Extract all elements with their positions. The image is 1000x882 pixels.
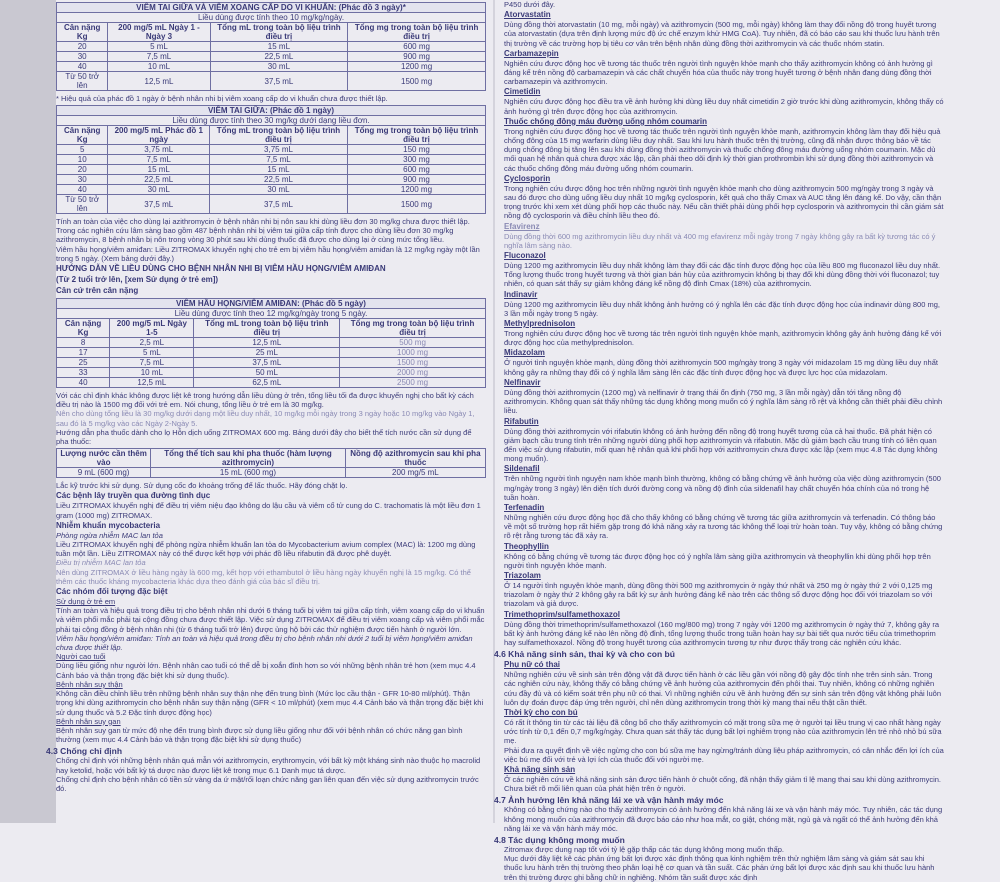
cell: 1500 mg	[347, 195, 485, 214]
subheading: Thời kỳ cho con bú	[504, 707, 578, 717]
drug-name: Fluconazol	[504, 251, 546, 261]
cell: 1200 mg	[348, 62, 486, 72]
table-subtitle: Liều dùng được tính theo 12 mg/kg/ngày trong 5 ngày.	[57, 309, 486, 319]
table-subtitle: Liều dùng được tính theo 10 mg/kg/ngày.	[57, 13, 486, 23]
paper-edge	[0, 0, 56, 823]
drug-name: Theophyllin	[504, 541, 549, 551]
drug-text: Dùng 1200 mg azithromycin liều duy nhất không ảnh hưởng có ý nghĩa lên các đặc tính được động học của indinavir dùng 800 mg, 3 lần mỗi ngày trong 5 ngày.	[504, 299, 940, 318]
drug-text: Dùng đồng thời azithromycin với rifabutin không có ảnh hưởng đến nồng độ trong huyết tương của cả hai thuốc. Đã phát hiện có giảm bạch cầu trung tính trên những người dùng phối hợp azithromycin và rifabutin. Mặc dù giảm bạch cầu trung tính có liên quan đến việc sử dụng rifabutin, mối quan hệ nhân quả khi phối hợp với azithromycin chưa được xác lập (xem mục 4.8 Tác dụng không mong muốn).	[504, 426, 938, 464]
cell: 50 mL	[194, 368, 340, 378]
col-header: Tổng thể tích sau khi pha thuốc (hàm lượng azithromycin)	[151, 449, 346, 468]
paragraph: Mục dưới đây liệt kê các phản ứng bất lợi được xác định thông qua kinh nghiệm trên thử nghiệm lâm sàng và giám sát sau khi thuốc lưu hành trên thị trường theo phân loại hệ cơ quan và tần suất. Các phản ứng bất lợi được xác định sau khi thuốc lưu hành trên thị trường được ghi bằng chữ in nghiêng. Nhóm tần suất được xác định	[504, 854, 935, 882]
section-number-heading: 4.6 Khả năng sinh sản, thai kỳ và cho con bú	[494, 649, 675, 660]
drug-name: Methylprednisolon	[504, 319, 576, 329]
cell: 20	[57, 42, 108, 52]
drug-text: Không có bằng chứng về tương tác được động học có ý nghĩa lâm sàng giữa azithromycin và theophyllin khi dùng phối hợp trên người tình nguyện khỏe mạnh.	[504, 551, 931, 570]
drug-text: Dùng đồng thời atorvastatin (10 mg, mỗi ngày) và azithromycin (500 mg, mỗi ngày) không làm thay đổi nồng độ trong huyết tương của atorvastatin (dựa trên định lượng mức độ ức chế enzym khử HMG CoA). Tuy nhiên, đã có báo cáo sau khi thuốc lưu hành trên thị trường về các trường hợp bị tiêu cơ vân trên bệnh nhân dùng đồng thời azithromycin và các thuốc nhóm statin.	[504, 20, 940, 48]
table-row	[57, 52, 486, 62]
pharyngitis-5day-table	[56, 298, 486, 388]
otitis-sinusitis-3day-table	[56, 2, 486, 91]
paragraph: Zitromax được dung nạp tốt với tỷ lệ gặp thấp các tác dụng không mong muốn thấp.	[504, 845, 785, 854]
cell: 37,5 mL	[108, 195, 210, 214]
paragraph: Không có bằng chứng nào cho thấy azithromycin có ảnh hưởng đến khả năng lái xe và vận hành máy móc. Tuy nhiên, các tác dụng không mong muốn của azithromycin đã được báo cáo như hoa mắt, co giật, chóng mặt, ngủ gà và ngất có thể ảnh hưởng đến khả năng lái xe và vận hành máy móc.	[504, 805, 943, 833]
cell: 7,5 mL	[108, 155, 210, 165]
table-row	[57, 348, 486, 358]
subheading: Điều trị nhiễm MAC lan tỏa	[56, 558, 146, 568]
cell: 30 mL	[210, 62, 348, 72]
paragraph: Những nghiên cứu về sinh sản trên động vật đã được tiến hành ở các liều gần với nồng độ gây độc tính nhẹ trên sinh sản. Trong các nghiên cứu này, không thấy có bằng chứng về ảnh hưởng của azithromycin đến phôi thai. Tuy nhiên, không có những nghiên cứu đầy đủ và có kiểm soát trên phụ nữ có thai. Vì những nghiên cứu về ảnh hưởng đến sự sinh sản trên động vật không phải luôn luôn dự đoán được đáp ứng trên người, chỉ nên dùng azithromycin trong thời kỳ mang thai nếu thật cần thiết.	[504, 670, 941, 707]
table-row	[57, 368, 486, 378]
paragraph: Lắc kỹ trước khi sử dụng. Sử dụng cốc đo khoảng trống để lấc thuốc. Hãy đóng chặt lọ.	[56, 481, 348, 491]
cell: 22,5 mL	[210, 52, 348, 62]
col-header: Lượng nước cần thêm vào	[57, 449, 151, 468]
subheading: Phụ nữ có thai	[504, 660, 561, 670]
cell: Từ 50 trở lên	[57, 195, 108, 214]
table-row	[57, 42, 486, 52]
cell: 20	[57, 165, 108, 175]
col-header: Tổng mg trong toàn bộ liệu trình điều trị	[340, 319, 486, 338]
cell: 900 mg	[347, 175, 485, 185]
subheading: Bệnh nhân suy gan	[56, 716, 121, 726]
drug-name: Rifabutin	[504, 416, 539, 426]
table-row	[57, 165, 486, 175]
table-title: VIÊM TAI GIỮA VÀ VIÊM XOANG CẤP DO VI KHUẨN: (Phác đồ 3 ngày)*	[57, 3, 486, 13]
cell: 12,5 mL	[194, 338, 340, 348]
table-row	[57, 145, 486, 155]
col-header: Nồng độ azithromycin sau khi pha thuốc	[345, 449, 485, 468]
paragraph: Liều ZITROMAX khuyến nghị để điều trị viêm niệu đạo không do lậu cầu và viêm cổ tử cung do C. trachomatis là một liều đơn 1 gram (1000 mg) ZITROMAX.	[56, 501, 481, 520]
drug-name: Terfenadin	[504, 502, 545, 512]
paragraph: Chống chỉ định với những bệnh nhân quá mẫn với azithromycin, erythromycin, với bất kỳ một kháng sinh nào thuộc họ macrolid hay ketolid, hoặc với bất kỳ tá dược nào được liệt kê trong mục 6.1 Danh mục tá dược.	[56, 756, 481, 775]
drug-text: Trên những người tình nguyện nam khỏe mạnh bình thường, không có bằng chứng về ảnh hưởng của việc dùng azithromycin (500 mg/ngày trong 3 ngày) lên diện tích dưới đường cong và nồng độ đỉnh của sildenafil hay chất chuyển hóa chính của nó trong hệ tuần hoàn.	[504, 474, 941, 502]
cell: 900 mg	[348, 52, 486, 62]
cell: 2500 mg	[340, 378, 486, 388]
paragraph: Có rất ít thông tin từ các tài liệu đã công bố cho thấy azithromycin có mặt trong sữa mẹ ở người tại liều trung vị cao nhất hàng ngày ước tính từ 0,1 đến 0,7 mg/kg/ngày. Chưa quan sát thấy tác dụng bất lợi nghiêm trọng nào của azithromycin lên trẻ nhỏ nhỏ bú sữa mẹ.	[504, 717, 942, 746]
col-header: 200 mg/5 mL Ngày 1-5	[110, 319, 194, 338]
col-header: Cân nặng Kg	[57, 319, 110, 338]
cell: 30 mL	[108, 185, 210, 195]
col-header: Tổng mL trong toàn bộ liệu trình điều trị	[210, 126, 348, 145]
drug-text: Trong nghiên cứu được động học về tương tác thuốc trên người tình nguyện khỏe mạnh, azithromycin không làm thay đổi hiệu quả chống đông của 15 mg warfarin dùng liều duy nhất. Sau khi lưu hành thuốc trên thị trường, cũng đã nhận được thông báo về tác dụng chống đông bị tăng lên sau khi dùng đồng thời azithromycin và thuốc chống đông máu đường uống nhóm coumarin. Mặc dù mối quan hệ nhân quả chưa được xác lập, cần phải theo dõi định kỳ thời gian prothrombin khi sử dụng đồng thời azithromycin và các thuốc chống đông máu đường uống nhóm coumarin.	[504, 126, 941, 173]
drug-name: Cyclosporin	[504, 173, 551, 183]
paragraph: Bệnh nhân suy gan từ mức độ nhẹ đến trung bình được sử dụng liều giống như đối với bệnh nhân có chức năng gan bình thường (xem mục 4.4 Cảnh báo và thận trọng đặc biệt khi sử dụng thuốc)	[56, 725, 463, 745]
col-header: Cân nặng Kg	[57, 23, 108, 42]
subheading: Sử dụng ở trẻ em	[56, 597, 116, 607]
cell: 600 mg	[347, 165, 485, 175]
paragraph: Viêm hầu họng/viêm amiđan: Tính an toàn và hiệu quả trong điều trị cho bệnh nhân nhi dưới 2 tuổi bị viêm họng/viêm amiđan chưa được thiết lập.	[56, 633, 473, 653]
col-header: Tổng mg trong toàn bộ liệu trình điều trị	[347, 126, 485, 145]
cell: 10	[57, 155, 108, 165]
section-number-heading: 4.8 Tác dụng không mong muốn	[494, 835, 625, 845]
section-subheading: (Từ 2 tuổi trở lên, [xem Sử dụng ở trẻ em])	[56, 275, 219, 285]
drug-text: Trong nghiên cứu được động học trên những người tình nguyện khỏe mạnh cho dùng azithromycin 500 mg/ngày trong 3 ngày và sau đó được cho dùng uống liều duy nhất 10 mg/kg cyclosporin, kết quả cho thấy Cmax và AUC tăng lên đáng kể. Do vậy, cần thận trọng trước khi xem xét dùng phối hợp các thuốc này. Nếu cần thiết phải dùng phối hợp cyclosporin và azithromycin thì cần giám sát nồng độ cyclosporin và điều chỉnh liều theo đó.	[504, 183, 944, 221]
paragraph: Với các chỉ định khác không được liệt kê trong hướng dẫn liều dùng ở trên, tổng liều tối đa được khuyến nghị cho bất kỳ cách điều trị nào là 1500 mg đối với trẻ em. Nói chung, tổng liều ở trẻ em là 30 mg/kg.	[56, 391, 474, 410]
drug-text: Dùng đồng thời 600 mg azithromycin liều duy nhất và 400 mg efavirenz mỗi ngày trong 7 ngày không gây ra bất kỳ tương tác có ý nghĩa lâm sàng nào.	[504, 231, 936, 250]
cell: 22,5 mL	[210, 175, 348, 185]
paragraph: Tính an toàn của việc cho dùng lại azithromycin ở bệnh nhân nhi bị nôn sau khi dùng liều đơn 30 mg/kg chưa được thiết lập. Trong các nghiên cứu lâm sàng bao gồm 487 bệnh nhân nhi bị viêm tai giữa cấp tính được cho dùng liều đơn 30 mg/kg azithromycin, 8 bệnh nhân bị nôn trong vòng 30 phút sau khi dùng thuốc đã được cho dùng lại ở cùng mức tổng liều.	[56, 217, 470, 245]
drug-name: Trimethoprim/sulfamethoxazol	[504, 609, 621, 619]
drug-name: Carbamazepin	[504, 48, 559, 58]
col-header: 200 mg/5 mL Phác đồ 1 ngày	[108, 126, 210, 145]
reconstitution-table	[56, 448, 486, 478]
drug-name: Atorvastatin	[504, 10, 551, 20]
cell: 37,5 mL	[210, 195, 348, 214]
cell: 600 mg	[348, 42, 486, 52]
cell: 3,75 mL	[108, 145, 210, 155]
section-heading: Nhiễm khuẩn mycobacteria	[56, 520, 161, 530]
cell: 5 mL	[108, 42, 210, 52]
cell: 1500 mg	[340, 358, 486, 368]
cell: 22,5 mL	[108, 175, 210, 185]
cell: 9 mL (600 mg)	[57, 468, 151, 478]
section-number-heading: 4.7 Ảnh hưởng lên khả năng lái xe và vận hành máy móc	[494, 795, 724, 806]
drug-text: Dùng 1200 mg azithromycin liều duy nhất không làm thay đổi các đặc tính được động học của liều 800 mg fluconazol liều duy nhất. Tổng lượng thuốc trong huyết tương và thời gian bán hủy của azithromycin không bị thay đổi khi dùng đồng thời với fluconazol; tuy nhiên, có quan sát thấy sự giảm không đáng kể nồng độ đỉnh Cmax (18%) của azithromycin.	[504, 261, 941, 289]
subheading: Phòng ngừa nhiễm MAC lan tỏa	[56, 530, 163, 540]
col-header: Cân nặng Kg	[57, 126, 108, 145]
col-header: 200 mg/5 mL Ngày 1 - Ngày 3	[108, 23, 210, 42]
paragraph: Liều ZITROMAX khuyến nghị để phòng ngừa nhiễm khuẩn lan tỏa do Mycobacterium avium complex (MAC) là: 1200 mg dùng tuần một lần. Liều ZITROMAX này có thể được kết hợp với phác đồ liều rifabutin đã được phê duyệt.	[56, 540, 476, 559]
drug-text: Ở 14 người tình nguyện khỏe mạnh, dùng đồng thời 500 mg azithromycin ở ngày thứ nhất và 250 mg ở ngày thứ 2 với 0,125 mg triazolam ở ngày thứ 2 không gây ra bất kỳ sự ảnh hưởng đáng kể nào trên các thông số được động học đối với triazolam so với triazolam và giả dược.	[504, 580, 933, 609]
cell: 37,5 mL	[210, 72, 348, 91]
drug-name: Midazolam	[504, 348, 545, 358]
section-heading: Các nhóm đối tượng đặc biệt	[56, 587, 168, 597]
table-row	[57, 378, 486, 388]
drug-name: Efavirenz	[504, 221, 540, 231]
table-row	[57, 72, 486, 91]
cell: 300 mg	[347, 155, 485, 165]
section-number-heading: 4.3 Chống chỉ định	[46, 746, 123, 757]
cell: 3,75 mL	[210, 145, 348, 155]
cell: Từ 50 trở lên	[57, 72, 108, 91]
cell: 1500 mg	[348, 72, 486, 91]
table-row	[57, 468, 486, 478]
cell: 7,5 mL	[108, 52, 210, 62]
cell: 10 mL	[110, 368, 194, 378]
otitis-1day-table	[56, 105, 486, 214]
drug-text: Trong nghiên cứu được động học về tương tác trên người tình nguyện khỏe mạnh, azithromycin không gây ảnh hưởng đáng kể với được động học của methylprednisolon.	[504, 329, 942, 348]
drug-text: Dùng đồng thời trimethoprim/sulfamethoxazol (160 mg/800 mg) trong 7 ngày với 1200 mg azithromycin ở ngày thứ 7, không gây ra bất kỳ ảnh hưởng đáng kể nào lên nồng độ đỉnh, tổng lượng thuốc trong tuần hoàn hay sự bài tiết qua nước tiểu của trimethoprim hay sulfamethoxazol. Nồng độ trong huyết tương của azithromycin tương tự như được thấy trong các nghiên cứu khác.	[504, 619, 939, 647]
col-header: Tổng mL trong toàn bộ liệu trình điều trị	[194, 319, 340, 338]
table-row	[57, 185, 486, 195]
table-row	[57, 62, 486, 72]
cell: 5 mL	[110, 348, 194, 358]
cell: 30	[57, 52, 108, 62]
drug-name: Triazolam	[504, 570, 541, 580]
cell: 40	[57, 62, 108, 72]
table-row	[57, 195, 486, 214]
section-heading: Các bệnh lây truyền qua đường tình dục	[56, 491, 211, 501]
cell: 62,5 mL	[194, 378, 340, 388]
subheading: Bệnh nhân suy thận	[56, 679, 123, 689]
cell: 200 mg/5 mL	[345, 468, 485, 478]
cell: 1000 mg	[340, 348, 486, 358]
cell: 37,5 mL	[194, 358, 340, 368]
drug-name: Thuốc chống đông máu đường uống nhóm coumarin	[504, 116, 708, 126]
section-heading: HƯỚNG DẪN VỀ LIỀU DÙNG CHO BỆNH NHÂN NHI BỊ VIÊM HẦU HỌNG/VIÊM AMIĐAN	[56, 264, 386, 274]
cell: 15 mL	[210, 165, 348, 175]
table-row	[57, 155, 486, 165]
table-row	[57, 358, 486, 368]
cell: 12,5 mL	[110, 378, 194, 388]
footnote: * Hiệu quả của phác đồ 1 ngày ở bệnh nhân nhi bị viêm xoang cấp do vi khuẩn chưa được thiết lập.	[56, 94, 388, 103]
cell: 2,5 mL	[110, 338, 194, 348]
cell: 500 mg	[340, 338, 486, 348]
drug-text: Những nghiên cứu được động học đã cho thấy không có bằng chứng về tương tác giữa azithromycin và terfenadin. Có thông báo về một số trường hợp rất hiếm gặp trong đó khả năng xảy ra tương tác không thể loại trừ hoàn toàn. Tuy vậy, không có bằng chứng rõ rệt rằng tương tác đã xảy ra.	[504, 512, 943, 541]
cell: 15 mL (600 mg)	[151, 468, 346, 478]
cell: 150 mg	[347, 145, 485, 155]
table-title: VIÊM TAI GIỮA: (Phác đồ 1 ngày)	[57, 106, 486, 116]
cell: 1200 mg	[347, 185, 485, 195]
paragraph: Ở các nghiên cứu về khả năng sinh sản được tiến hành ở chuột cống, đã nhận thấy giảm tỉ lệ mang thai sau khi dùng azithromycin. Chưa biết rõ mối liên quan của phát hiện trên ở người.	[504, 774, 941, 794]
drug-text: Dùng đồng thời azithromycin (1200 mg) và nelfinavir ở trạng thái ổn định (750 mg, 3 lần mỗi ngày) dẫn tới tăng nồng độ azithromycin. Không quan sát thấy những tác dụng không mong muốn có ý nghĩa lâm sàng rõ rệt và không cần thiết phải điều chỉnh liều.	[504, 387, 943, 416]
paragraph: Viêm hầu họng/viêm amiđan: Liều ZITROMAX khuyến nghị cho trẻ em bị viêm hầu họng/viêm amiđan là 12 mg/kg ngày một lần trong 5 ngày. (Xem bảng dưới đây.)	[56, 244, 480, 263]
cell: 33	[57, 368, 110, 378]
table-title: VIÊM HẦU HỌNG/VIÊM AMIĐAN: (Phác đồ 5 ngày)	[57, 299, 486, 309]
cell: 30	[57, 175, 108, 185]
subheading: Khả năng sinh sản	[504, 764, 576, 774]
paragraph: Dùng liều giống như người lớn. Bệnh nhân cao tuổi có thể dễ bị xoắn đỉnh hơn so với những bệnh nhân trẻ hơn (xem mục 4.4 Cảnh báo và thận trọng đặc biệt khi sử dụng thuốc).	[56, 661, 476, 680]
drug-text: Nghiên cứu được động học về tương tác thuốc trên người tình nguyện khỏe mạnh cho thấy azithromycin không có ảnh hưởng gì đáng kể trên nồng độ carbamazepin và các chất chuyển hóa của thuốc này trong huyết tương ở bệnh nhân đang dùng đồng thời carbamazepin và azithromycin.	[504, 58, 933, 87]
drug-name: Cimetidin	[504, 87, 541, 97]
section-subheading: Cân cứ trên cân nặng	[56, 286, 139, 296]
cell: 25 mL	[194, 348, 340, 358]
cell: 15 mL	[210, 42, 348, 52]
paragraph: Tính an toàn và hiệu quả trong điều trị cho bệnh nhân nhi dưới 6 tháng tuổi bị viêm tai giữa cấp tính, viêm xoang cấp do vi khuẩn và viêm phổi mắc phải tại cộng đồng chưa được thiết lập. Việc sử dụng ZITROMAX để điều trị viêm xoang cấp và viêm phổi mắc phải tại cộng đồng ở bệnh nhân nhi (từ 6 tháng tuổi trở lên) được ủng hộ bởi các thử nghiệm được tiến hành ở người lớn.	[56, 606, 485, 634]
cell: 2000 mg	[340, 368, 486, 378]
paragraph: Không cần điều chỉnh liều trên những bệnh nhân suy thận nhẹ đến trung bình (Mức lọc cầu thận - GFR 10-80 ml/phút). Thận trọng khi dùng azithromycin cho bệnh nhân suy thận nặng (GFR < 10 ml/phút) (xem mục 4.4 Cảnh báo và thận trọng đặc biệt khi sử dụng thuốc và 5.2 Đặc tính dược động học)	[56, 689, 484, 717]
cell: 10 mL	[108, 62, 210, 72]
table-row	[57, 338, 486, 348]
left-column	[46, 0, 486, 793]
paragraph: Nên dùng ZITROMAX ở liều hàng ngày là 600 mg, kết hợp với ethambutol ở liều hàng ngày khuyến nghị là 15 mg/kg. Có thể thêm các thuốc kháng mycobacteria khác dựa theo đánh giá của bác sĩ điều trị.	[56, 567, 471, 586]
paragraph: Chống chỉ định cho bệnh nhân có tiền sử vàng da ứ mật/rối loạn chức năng gan liên quan đến việc sử dụng azithromycin trước đó.	[56, 774, 479, 793]
table-subtitle: Liều dùng được tính theo 30 mg/kg dưới dạng liều đơn.	[57, 116, 486, 126]
subheading: Người cao tuổi	[56, 652, 106, 662]
cell: 8	[57, 338, 110, 348]
cell: 5	[57, 145, 108, 155]
cell: 7,5 mL	[110, 358, 194, 368]
paragraph: Hướng dẫn pha thuốc dành cho lọ Hỗn dịch uống ZITROMAX 600 mg. Bảng dưới đây cho biết thể tích nước cần sử dụng để pha thuốc:	[56, 427, 472, 447]
fold-line	[493, 0, 495, 823]
table-row	[57, 175, 486, 185]
cell: 7,5 mL	[210, 155, 348, 165]
cell: 17	[57, 348, 110, 358]
cell: 12,5 mL	[108, 72, 210, 91]
drug-name: Nelfinavir	[504, 377, 541, 387]
paragraph: Nên cho dùng tổng liều là 30 mg/kg dưới dạng một liều duy nhất, 10 mg/kg mỗi ngày trong 3 ngày hoặc 10 mg/kg vào Ngày 1, sau đó là 5 mg/kg vào các Ngày 2-Ngày 5.	[56, 409, 475, 428]
drug-text: Ở người tình nguyện khỏe mạnh, dùng đồng thời azithromycin 500 mg/ngày trong 3 ngày với midazolam 15 mg dùng liều duy nhất không gây ra những thay đổi có ý nghĩa lâm sàng lên các đặc tính được động học và được lực học của midazolam.	[504, 358, 938, 377]
cell: 40	[57, 185, 108, 195]
drug-name: Sildenafil	[504, 464, 540, 474]
col-header: Tổng mL trong toàn bộ liệu trình điều trị	[210, 23, 348, 42]
cell: 30 mL	[210, 185, 348, 195]
cell: 40	[57, 378, 110, 388]
paragraph: P450 dưới đây.	[504, 0, 556, 9]
right-column	[494, 0, 944, 882]
paragraph: Phải đưa ra quyết định về việc ngừng cho con bú sữa mẹ hay ngừng/tránh dùng liệu pháp azithromycin, có cân nhắc đến lợi ích của việc bú mẹ đối với trẻ và lợi ích của thuốc đối với người mẹ.	[504, 745, 944, 764]
cell: 25	[57, 358, 110, 368]
cell: 15 mL	[108, 165, 210, 175]
col-header: Tổng mg trong toàn bộ liệu trình điều trị	[348, 23, 486, 42]
drug-text: Nghiên cứu được động học điều tra về ảnh hưởng khi dùng liều duy nhất cimetidin 2 giờ trước khi dùng azithromycin, không thấy có ảnh hưởng gì trên được động học của azithromycin.	[504, 97, 944, 116]
drug-name: Indinavir	[504, 289, 538, 299]
